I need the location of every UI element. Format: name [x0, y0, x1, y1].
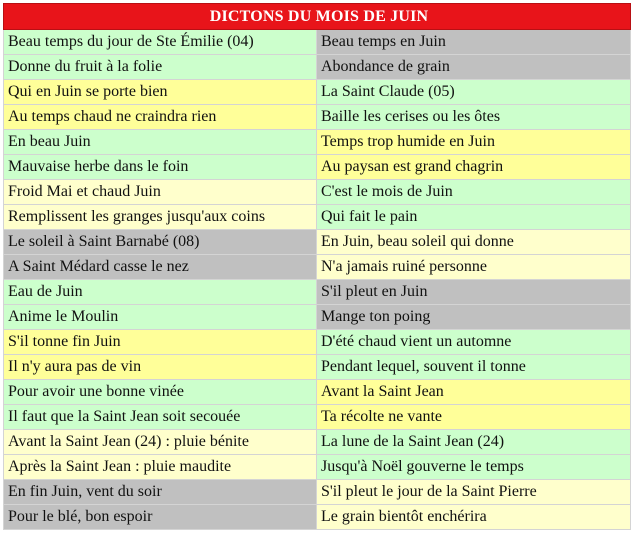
saying-cell-right[interactable]: N'a jamais ruiné personne — [317, 255, 631, 280]
saying-cell-left[interactable]: Beau temps du jour de Ste Émilie (04) — [4, 30, 317, 55]
saying-row — [4, 430, 631, 455]
saying-row — [4, 80, 631, 105]
saying-cell-right[interactable]: Jusqu'à Noël gouverne le temps — [317, 455, 631, 480]
saying-cell-left[interactable]: Après la Saint Jean : pluie maudite — [4, 455, 317, 480]
saying-cell-right[interactable]: Qui fait le pain — [317, 205, 631, 230]
saying-cell-right[interactable]: S'il pleut le jour de la Saint Pierre — [317, 480, 631, 505]
saying-cell-right[interactable]: Ta récolte ne vante — [317, 405, 631, 430]
saying-cell-left[interactable]: A Saint Médard casse le nez — [4, 255, 317, 280]
saying-cell-right[interactable]: C'est le mois de Juin — [317, 180, 631, 205]
saying-cell-left[interactable]: Eau de Juin — [4, 280, 317, 305]
saying-cell-right[interactable]: Au paysan est grand chagrin — [317, 155, 631, 180]
saying-cell-left[interactable]: Mauvaise herbe dans le foin — [4, 155, 317, 180]
saying-cell-right[interactable]: Baille les cerises ou les ôtes — [317, 105, 631, 130]
saying-cell-right[interactable]: Avant la Saint Jean — [317, 380, 631, 405]
saying-row — [4, 30, 631, 55]
saying-cell-left[interactable]: Il n'y aura pas de vin — [4, 355, 317, 380]
saying-cell-left[interactable]: Donne du fruit à la folie — [4, 55, 317, 80]
saying-row — [4, 230, 631, 255]
title-row — [4, 4, 631, 30]
saying-cell-right[interactable]: Abondance de grain — [317, 55, 631, 80]
saying-cell-right[interactable]: La Saint Claude (05) — [317, 80, 631, 105]
saying-row — [4, 105, 631, 130]
saying-cell-right[interactable]: La lune de la Saint Jean (24) — [317, 430, 631, 455]
saying-row — [4, 405, 631, 430]
saying-cell-left[interactable]: Il faut que la Saint Jean soit secouée — [4, 405, 317, 430]
saying-row — [4, 455, 631, 480]
saying-cell-left[interactable]: Pour avoir une bonne vinée — [4, 380, 317, 405]
saying-row — [4, 330, 631, 355]
saying-cell-right[interactable]: En Juin, beau soleil qui donne — [317, 230, 631, 255]
table-title[interactable]: DICTONS DU MOIS DE JUIN — [4, 4, 631, 30]
saying-cell-left[interactable]: Le soleil à Saint Barnabé (08) — [4, 230, 317, 255]
sayings-table-body — [4, 4, 631, 530]
saying-cell-left[interactable]: Pour le blé, bon espoir — [4, 505, 317, 530]
saying-row — [4, 180, 631, 205]
saying-row — [4, 255, 631, 280]
saying-cell-left[interactable]: Remplissent les granges jusqu'aux coins — [4, 205, 317, 230]
saying-cell-left[interactable]: En beau Juin — [4, 130, 317, 155]
saying-row — [4, 205, 631, 230]
saying-cell-left[interactable]: S'il tonne fin Juin — [4, 330, 317, 355]
saying-cell-right[interactable]: D'été chaud vient un automne — [317, 330, 631, 355]
saying-cell-right[interactable]: Le grain bientôt enchérira — [317, 505, 631, 530]
saying-cell-right[interactable]: Mange ton poing — [317, 305, 631, 330]
saying-row — [4, 355, 631, 380]
saying-cell-left[interactable]: Avant la Saint Jean (24) : pluie bénite — [4, 430, 317, 455]
sayings-table — [3, 3, 631, 530]
saying-row — [4, 480, 631, 505]
saying-cell-left[interactable]: Au temps chaud ne craindra rien — [4, 105, 317, 130]
saying-row — [4, 305, 631, 330]
saying-row — [4, 280, 631, 305]
saying-row — [4, 155, 631, 180]
saying-cell-left[interactable]: En fin Juin, vent du soir — [4, 480, 317, 505]
saying-cell-right[interactable]: Pendant lequel, souvent il tonne — [317, 355, 631, 380]
saying-cell-right[interactable]: Beau temps en Juin — [317, 30, 631, 55]
saying-row — [4, 380, 631, 405]
saying-row — [4, 505, 631, 530]
saying-row — [4, 130, 631, 155]
saying-cell-right[interactable]: S'il pleut en Juin — [317, 280, 631, 305]
saying-cell-left[interactable]: Froid Mai et chaud Juin — [4, 180, 317, 205]
saying-cell-right[interactable]: Temps trop humide en Juin — [317, 130, 631, 155]
saying-row — [4, 55, 631, 80]
saying-cell-left[interactable]: Qui en Juin se porte bien — [4, 80, 317, 105]
saying-cell-left[interactable]: Anime le Moulin — [4, 305, 317, 330]
